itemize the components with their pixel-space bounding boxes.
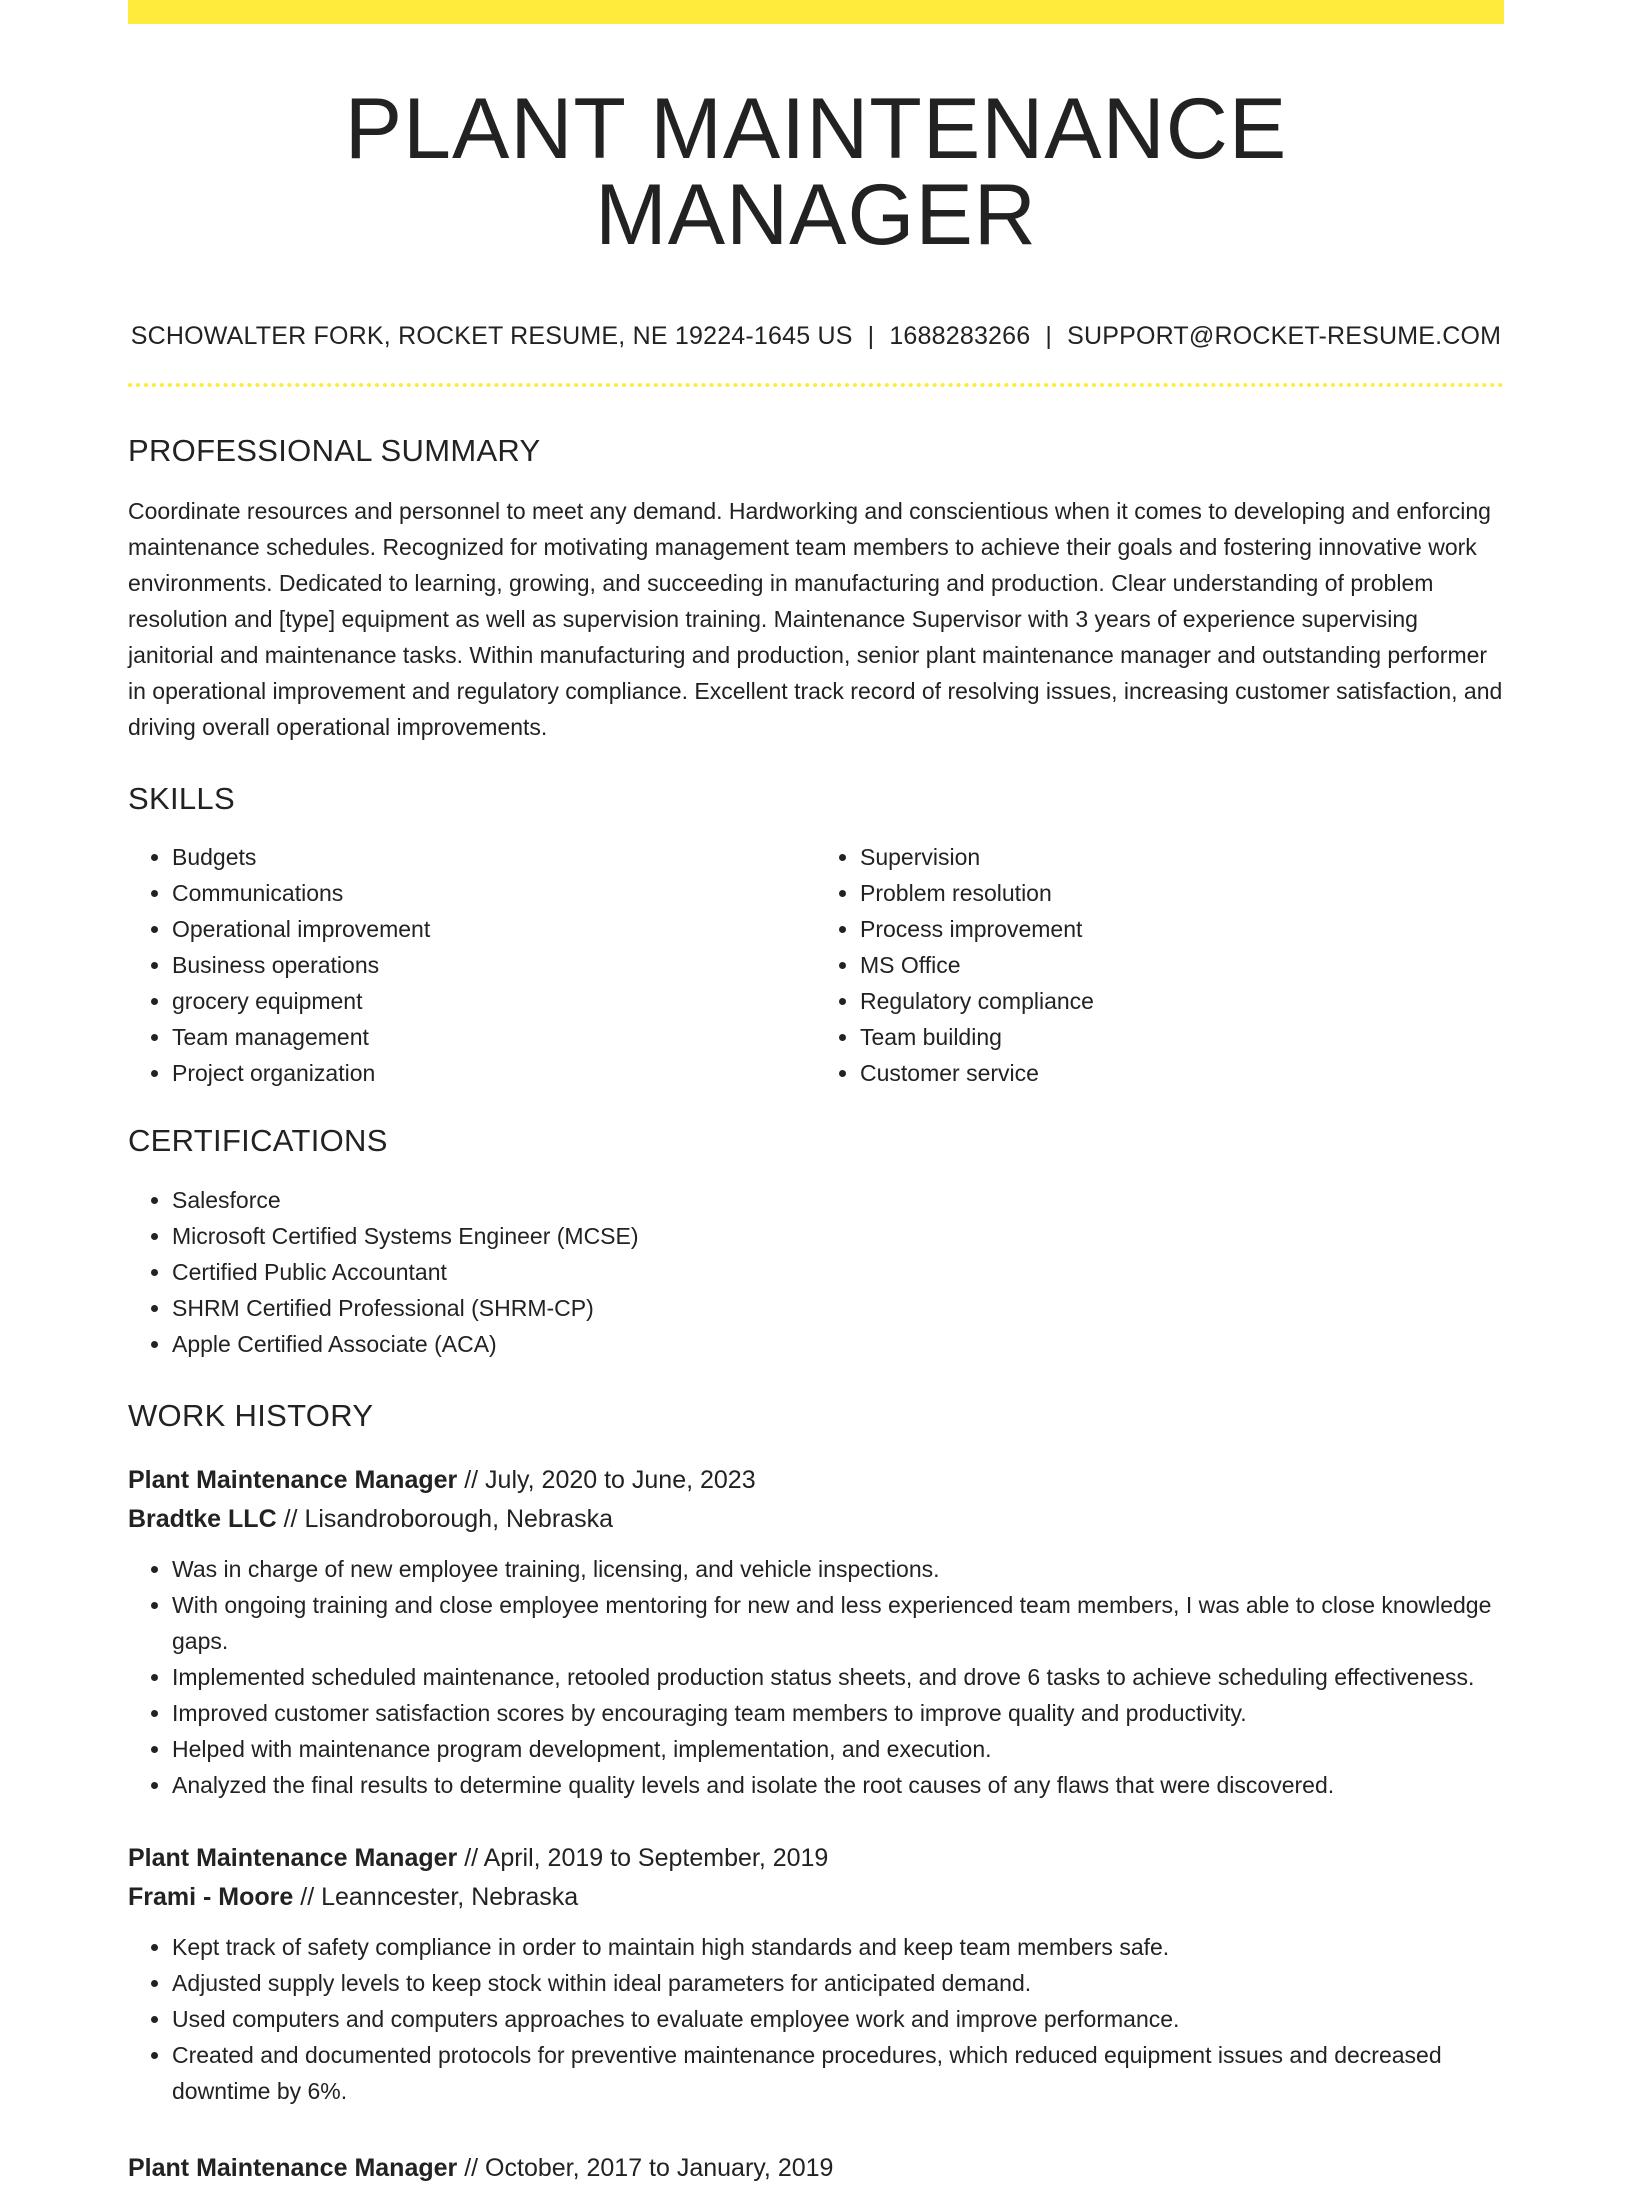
contact-address: SCHOWALTER FORK, ROCKET RESUME, NE 19224-1645 US: [130, 322, 853, 350]
summary-section: [128, 435, 1504, 745]
job-divider: //: [457, 2154, 486, 2182]
resume-page: [128, 0, 1504, 2188]
job-bullet: • Helped with maintenance program development, implementation, and execution.: [172, 1731, 1504, 1767]
job-company: Bradtke LLC: [128, 1505, 277, 1533]
skill-item: • Problem resolution: [860, 875, 1504, 911]
skill-item: • Supervision: [860, 839, 1504, 875]
certifications-section: [128, 1125, 1504, 1362]
job-bullet: • Improved customer satisfaction scores by encouraging team members to improve quality and productivity.: [172, 1695, 1504, 1731]
job-bullet: • Adjusted supply levels to keep stock within ideal parameters for anticipated demand.: [172, 1965, 1504, 2001]
job-role: Plant Maintenance Manager: [128, 1844, 458, 1872]
job-bullet: • Implemented scheduled maintenance, retooled production status sheets, and drove 6 tasks to achieve scheduling effectiveness.: [172, 1659, 1504, 1695]
section-heading-summary: PROFESSIONAL SUMMARY: [128, 433, 541, 468]
job-bullet: • Was in charge of new employee training, licensing, and vehicle inspections.: [172, 1551, 1504, 1587]
skill-item: • grocery equipment: [172, 983, 816, 1019]
dotted-divider: [128, 383, 1504, 387]
job-dates: July, 2020 to June, 2023: [485, 1466, 756, 1494]
skill-item: • Team management: [172, 1019, 816, 1055]
job-bullet: • Used computers and computers approaches to evaluate employee work and improve performance.: [172, 2001, 1504, 2037]
skill-item: • Customer service: [860, 1055, 1504, 1091]
job-bullets: [128, 1929, 1504, 2109]
contact-email[interactable]: SUPPORT@ROCKET-RESUME.COM: [1067, 322, 1502, 350]
job-title-line: [128, 1839, 1504, 1878]
job-bullet: • Kept track of safety compliance in order to maintain high standards and keep team members safe.: [172, 1929, 1504, 1965]
job-title-line: [128, 1461, 1504, 1500]
job-bullet: • With ongoing training and close employee mentoring for new and less experienced team members, I was able to close knowledge gaps.: [172, 1587, 1504, 1659]
skills-columns: [128, 839, 1504, 1091]
certifications-list: [128, 1182, 1504, 1362]
job-company-line: [128, 1500, 1504, 1539]
skill-item: • Team building: [860, 1019, 1504, 1055]
job-role: Plant Maintenance Manager: [128, 2154, 458, 2182]
section-heading-skills: SKILLS: [128, 781, 235, 816]
work-history-section: [128, 1400, 1504, 2188]
job-company: Frami - Moore: [128, 1883, 294, 1911]
job-location: Lisandroborough, Nebraska: [304, 1505, 613, 1533]
certification-item: • Salesforce: [172, 1182, 1504, 1218]
job-divider: //: [276, 1505, 305, 1533]
certification-item: • Certified Public Accountant: [172, 1254, 1504, 1290]
job-dates: April, 2019 to September, 2019: [483, 1844, 829, 1872]
job-location: Leanncester, Nebraska: [321, 1883, 579, 1911]
job-role: Plant Maintenance Manager: [128, 1466, 458, 1494]
job-entry: [128, 1839, 1504, 2109]
contact-line: [128, 324, 1504, 349]
skill-item: • Regulatory compliance: [860, 983, 1504, 1019]
job-company-line: [128, 1878, 1504, 1917]
job-bullet: • Created and documented protocols for preventive maintenance procedures, which reduced equipment issues and decreased downtime by 6%.: [172, 2037, 1504, 2109]
top-accent-bar: [128, 0, 1504, 24]
skill-item: • Communications: [172, 875, 816, 911]
skills-section: [128, 783, 1504, 1091]
job-divider: //: [457, 1466, 486, 1494]
contact-phone[interactable]: 1688283266: [889, 322, 1031, 350]
skill-item: • Business operations: [172, 947, 816, 983]
job-entry: [128, 1461, 1504, 1803]
skill-item: • Project organization: [172, 1055, 816, 1091]
skill-item: • Budgets: [172, 839, 816, 875]
resume-title: PLANT MAINTENANCE MANAGER: [344, 81, 1288, 263]
contact-separator: |: [867, 322, 875, 350]
skill-item: • Process improvement: [860, 911, 1504, 947]
certification-item: • SHRM Certified Professional (SHRM-CP): [172, 1290, 1504, 1326]
contact-separator: |: [1045, 322, 1053, 350]
skill-item: • MS Office: [860, 947, 1504, 983]
section-heading-work-history: WORK HISTORY: [128, 1398, 374, 1433]
skill-item: • Operational improvement: [172, 911, 816, 947]
section-heading-certifications: CERTIFICATIONS: [128, 1123, 388, 1158]
job-divider: //: [293, 1883, 322, 1911]
job-bullets: [128, 1551, 1504, 1803]
job-divider: //: [457, 1844, 484, 1872]
skills-list-left: [128, 839, 816, 1091]
certification-item: • Apple Certified Associate (ACA): [172, 1326, 1504, 1362]
job-dates: October, 2017 to January, 2019: [485, 2154, 834, 2182]
job-entry: [128, 2149, 1504, 2188]
certification-item: • Microsoft Certified Systems Engineer (MCSE): [172, 1218, 1504, 1254]
job-title-line: [128, 2149, 1504, 2188]
job-bullet: • Analyzed the final results to determine quality levels and isolate the root causes of any flaws that were discovered.: [172, 1767, 1504, 1803]
skills-list-right: [816, 839, 1504, 1091]
summary-text: Coordinate resources and personnel to meet any demand. Hardworking and conscientious when it comes to developing and enforcing maintenance schedules. Recognized for motivating management team members to achieve their goals and fostering innovative work environments. Dedicated to learning, growing, and succeeding in manufacturing and production. Clear understanding of problem resolution and [type] equipment as well as supervision training. Maintenance Supervisor with 3 years of experience supervising janitorial and maintenance tasks. Within manufacturing and production, senior plant maintenance manager and outstanding performer in operational improvement and regulatory compliance. Excellent track record of resolving issues, increasing customer satisfaction, and driving overall operational improvements.: [128, 498, 1503, 740]
